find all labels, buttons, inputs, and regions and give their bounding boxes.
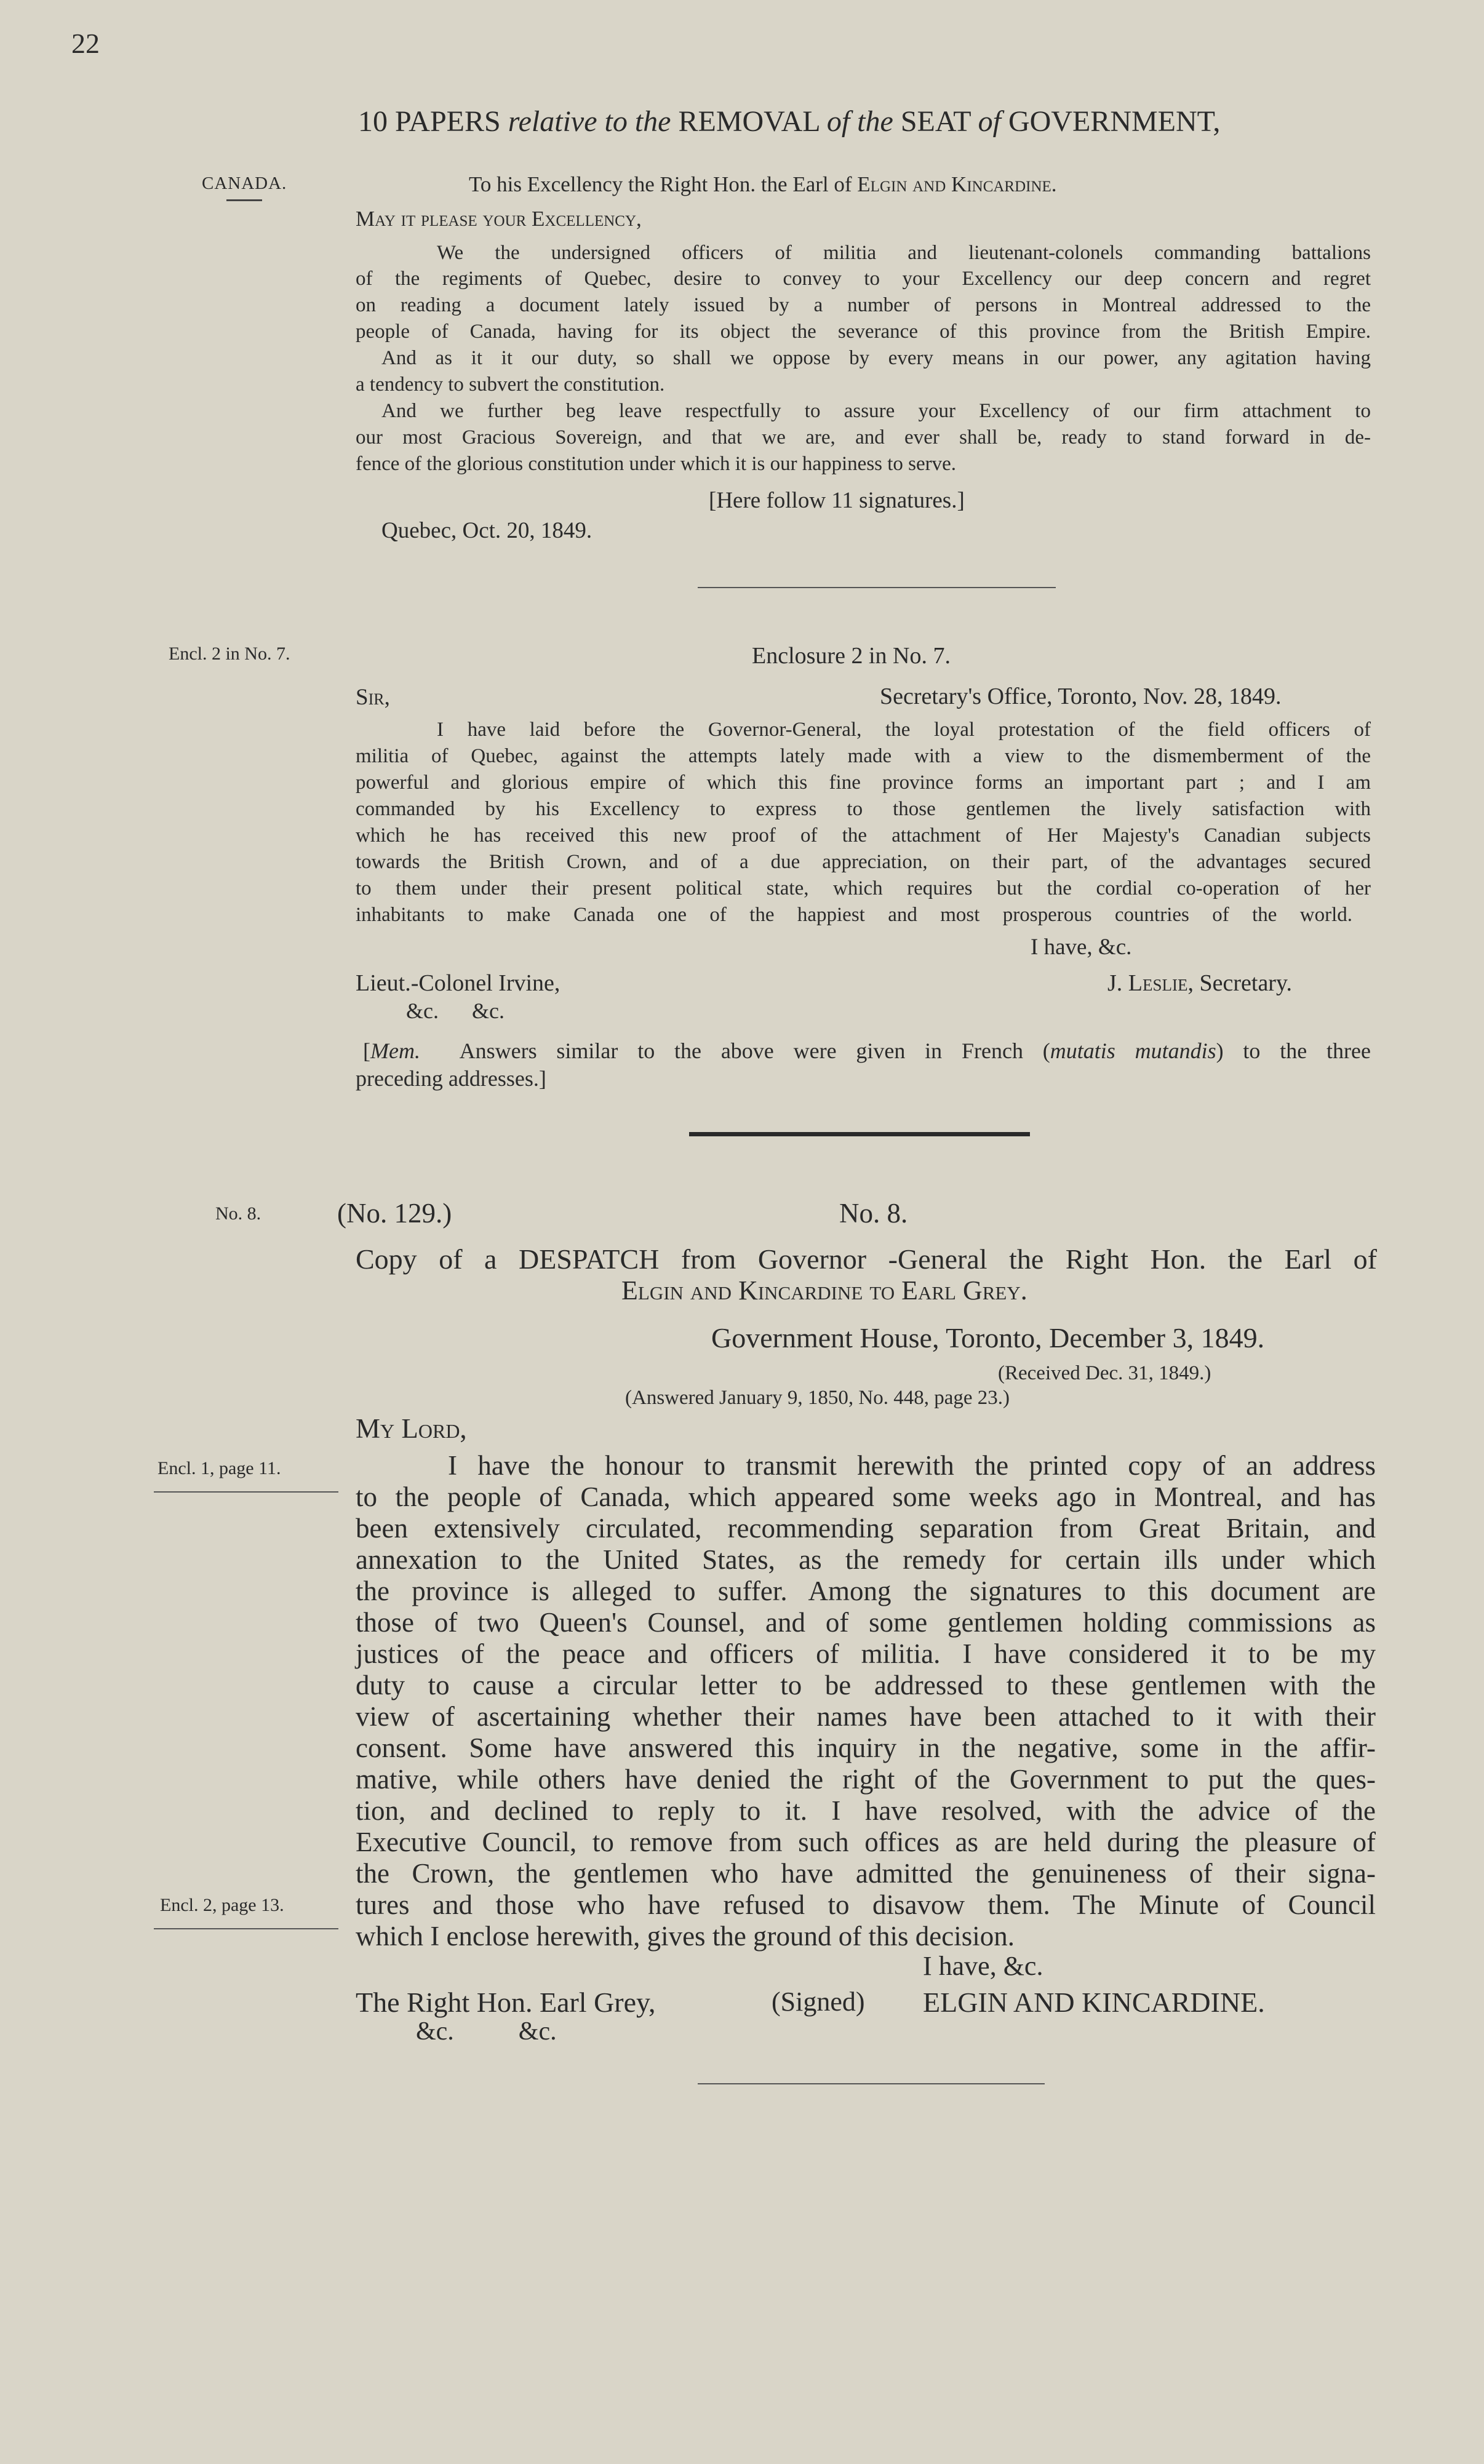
margin-canada: CANADA. [202, 173, 287, 193]
address-heading [469, 172, 1057, 197]
despatch-i-have: I have, &c. [923, 1951, 1043, 1981]
despatch-title-line1: Copy of a DESPATCH from Governor -General the Right Hon. the Earl of [356, 1243, 1377, 1275]
enclosure-sir: Sir, [356, 685, 390, 710]
enclosure-line: which he has received this new proof of the attachment of Her Majesty's Canadian subjects [356, 824, 1371, 847]
enclosure-heading: Enclosure 2 in No. 7. [752, 643, 951, 669]
address-line: a tendency to subvert the constitution. [356, 373, 665, 396]
running-head-g: GOVERNMENT, [1008, 105, 1221, 138]
address-heading-a: To his Excellency the Right Hon. the Earl of [469, 172, 852, 196]
despatch-answered: (Answered January 9, 1850, No. 448, page 23.) [625, 1387, 1010, 1409]
enclosure-signer-name: J. Leslie, [1107, 970, 1194, 996]
despatch-ref: (No. 129.) [337, 1198, 452, 1229]
enclosure-line: towards the British Crown, and of a due appreciation, on their part, of the advantages secured [356, 851, 1371, 873]
despatch-line: tion, and declined to reply to it. I have resolved, with the advice of the [356, 1795, 1376, 1826]
enclosure-signer [1107, 970, 1292, 997]
running-head-c: REMOVAL [678, 105, 820, 138]
despatch-salutation: My Lord, [356, 1413, 467, 1444]
despatch-line: duty to cause a circular letter to be addressed to these gentlemen with the [356, 1670, 1376, 1700]
section-divider-end [698, 2083, 1045, 2084]
despatch-place-date: Government House, Toronto, December 3, 1849. [711, 1322, 1265, 1354]
address-date: Quebec, Oct. 20, 1849. [381, 518, 592, 543]
despatch-line: view of ascertaining whether their names have been attached to it with their [356, 1701, 1376, 1732]
enclosure-i-have: I have, &c. [1031, 935, 1132, 960]
enclosure-signer-title: Secretary. [1199, 970, 1292, 996]
running-head-a: PAPERS [395, 105, 501, 138]
address-salutation: May it please your Excellency, [356, 207, 642, 231]
enclosure-line: militia of Quebec, against the attempts lately made with a view to the dismemberment of the [356, 745, 1371, 767]
running-head-f: of [978, 105, 1001, 138]
despatch-line: consent. Some have answered this inquiry in the negative, some in the affir- [356, 1732, 1376, 1763]
despatch-line: the province is alleged to suffer. Among the signatures to this document are [356, 1576, 1376, 1606]
despatch-line: justices of the peace and officers of militia. I have considered it to be my [356, 1638, 1376, 1669]
address-heading-b: Elgin and Kincardine. [857, 172, 1057, 196]
address-signatures: [Here follow 11 signatures.] [709, 488, 965, 513]
despatch-line: to the people of Canada, which appeared some weeks ago in Montreal, and has [356, 1481, 1376, 1512]
address-line: of the regiments of Quebec, desire to convey to your Excellency our deep concern and regret [356, 268, 1371, 290]
mem-italic: mutatis mutandis [1050, 1039, 1216, 1063]
section-divider [698, 587, 1056, 588]
address-line: on reading a document lately issued by a number of persons in Montreal addressed to the [356, 294, 1371, 316]
running-head-e: SEAT [900, 105, 971, 138]
despatch-received: (Received Dec. 31, 1849.) [998, 1362, 1211, 1384]
margin-encl1-page11: Encl. 1, page 11. [158, 1458, 281, 1478]
margin-no8: No. 8. [215, 1203, 261, 1224]
enclosure-mem: [Mem. Answers similar to the above were given in French (mutatis mutandis) to the three [363, 1039, 1371, 1063]
address-line: our most Gracious Sovereign, and that we are, and ever shall be, ready to stand forward in de- [356, 426, 1371, 449]
enclosure-line: commanded by his Excellency to express to those gentlemen the lively satisfaction with [356, 798, 1371, 820]
despatch-signer: ELGIN AND KINCARDINE. [923, 1987, 1265, 2018]
enclosure-addressee: Lieut.-Colonel Irvine, [356, 970, 560, 996]
margin-encl2-page13: Encl. 2, page 13. [160, 1895, 284, 1915]
section-divider-heavy [689, 1132, 1030, 1136]
despatch-addressee: The Right Hon. Earl Grey, [356, 1987, 656, 2018]
margin-encl2-rule [154, 1928, 338, 1929]
despatch-line: mative, while others have denied the right of the Government to put the ques- [356, 1764, 1376, 1795]
despatch-line: Executive Council, to remove from such offices as are held during the pleasure of [356, 1827, 1376, 1857]
enclosure-mem-line2: preceding addresses.] [356, 1066, 546, 1091]
running-head [358, 105, 1220, 138]
despatch-line: I have the honour to transmit herewith the printed copy of an address [448, 1450, 1376, 1481]
despatch-line: tures and those who have refused to disavow them. The Minute of Council [356, 1889, 1376, 1920]
enclosure-addressee-etc: &c. &c. [406, 999, 505, 1023]
despatch-title-line2: Elgin and Kincardine to Earl Grey. [621, 1275, 1027, 1306]
mem-text-b: ) to the three [1216, 1039, 1371, 1063]
address-line: And as it it our duty, so shall we oppose by every means in our power, any agitation having [381, 347, 1371, 369]
despatch-line: been extensively circulated, recommending separation from Great Britain, and [356, 1513, 1376, 1544]
despatch-line: those of two Queen's Counsel, and of some gentlemen holding commissions as [356, 1607, 1376, 1638]
running-head-b: relative to the [508, 105, 671, 138]
despatch-line: the Crown, the gentlemen who have admitted the genuineness of their signa- [356, 1858, 1376, 1889]
margin-encl2-no7: Encl. 2 in No. 7. [169, 644, 290, 664]
margin-canada-rule [226, 199, 262, 201]
despatch-number: No. 8. [839, 1198, 908, 1229]
enclosure-line: to them under their present political state, which requires but the cordial co-operation of her [356, 877, 1371, 899]
running-head-num: 10 [358, 105, 388, 138]
margin-encl1-rule [154, 1491, 338, 1493]
enclosure-line: inhabitants to make Canada one of the happiest and most prosperous countries of the world. [356, 904, 1352, 926]
despatch-line: which I enclose herewith, gives the ground of this decision. [356, 1921, 1015, 1952]
despatch-line: annexation to the United States, as the remedy for certain ills under which [356, 1544, 1376, 1575]
enclosure-line: I have laid before the Governor-General, the loyal protestation of the field officers of [437, 719, 1371, 741]
despatch-addressee-etc: &c. &c. [416, 2017, 557, 2046]
enclosure-line: powerful and glorious empire of which this fine province forms an important part ; and I am [356, 771, 1371, 794]
address-line: people of Canada, having for its object the severance of this province from the British Empire. [356, 321, 1371, 343]
mem-text-a: Answers similar to the above were given in French ( [459, 1039, 1050, 1063]
page-number: 22 [71, 28, 100, 59]
mem-label: Mem. [370, 1039, 420, 1063]
enclosure-place-date: Secretary's Office, Toronto, Nov. 28, 1849. [880, 684, 1282, 709]
despatch-signed: (Signed) [772, 1987, 865, 2017]
address-line: fence of the glorious constitution under which it is our happiness to serve. [356, 453, 957, 475]
running-head-d: of the [826, 105, 893, 138]
address-line: And we further beg leave respectfully to assure your Excellency of our firm attachment to [381, 400, 1371, 422]
address-line: We the undersigned officers of militia and lieutenant-colonels commanding battalions [437, 242, 1371, 264]
